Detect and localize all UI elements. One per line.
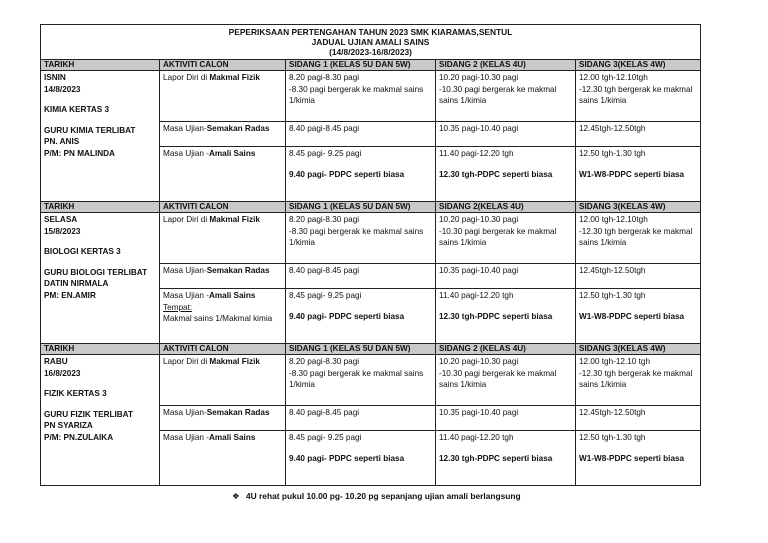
header-sidang-1: SIDANG 1 (KELAS 5U DAN 5W)	[286, 344, 436, 355]
spacer	[44, 116, 156, 125]
sidang-1-cell	[286, 289, 436, 344]
session-time: -10.30 pagi bergerak ke makmal sains 1/kimia	[439, 226, 557, 247]
session-time: 8.45 pagi- 9.25 pagi	[289, 433, 362, 442]
activity-prefix: Masa Ujian -	[163, 149, 209, 158]
spacer	[579, 160, 697, 169]
activity-prefix: Masa Ujian -	[163, 433, 209, 442]
session-time: 11.40 pagi-12.20 tgh	[439, 291, 514, 300]
sidang-2-cell	[436, 289, 576, 344]
spacer	[44, 400, 156, 409]
sidang-3-cell	[576, 122, 701, 147]
header-sidang-3: SIDANG 3(KELAS 4W)	[576, 344, 701, 355]
session-time: 10.35 pagi-10.40 pagi	[439, 266, 519, 275]
spacer	[44, 237, 156, 246]
activity-emphasis: Makmal Fizik	[209, 73, 260, 82]
sidang-1-cell	[286, 122, 436, 147]
sidang-3-cell	[576, 431, 701, 486]
sidang-2-cell	[436, 355, 576, 406]
activity-prefix: Lapor Diri di	[163, 215, 210, 224]
session-time: -10.30 pagi bergerak ke makmal sains 1/kimia	[439, 368, 557, 389]
activity-prefix: Masa Ujian-	[163, 266, 207, 275]
subject-paper: FIZIK KERTAS 3	[44, 389, 107, 398]
teacher-label: GURU FIZIK TERLIBAT	[44, 409, 133, 419]
session-time: 8.45 pagi- 9.25 pagi	[289, 149, 362, 158]
header-row	[41, 202, 701, 213]
session-time: -10.30 pagi bergerak ke makmal sains 1/kimia	[439, 84, 557, 105]
session-time: 10.20 pagi-10.30 pagi	[439, 357, 519, 366]
session-time: 10.20 pagi-10.30 pagi	[439, 215, 519, 224]
activity-prefix: Masa Ujian-	[163, 124, 207, 133]
header-sidang-1: SIDANG 1 (KELAS 5U DAN 5W)	[286, 202, 436, 213]
activity-emphasis: Amali Sains	[208, 291, 256, 300]
header-tarikh: TARIKH	[41, 344, 160, 355]
pm-name: P/M: PN MALINDA	[44, 148, 115, 158]
sidang-1-cell	[286, 71, 436, 122]
day-name: RABU	[44, 357, 68, 366]
sidang-1-cell	[286, 213, 436, 264]
schedule-table	[40, 24, 701, 486]
pm-name: PM: EN.AMIR	[44, 290, 96, 300]
sidang-2-cell	[436, 406, 576, 431]
activity-text	[163, 290, 282, 302]
date-cell	[41, 213, 160, 344]
session-time: -8.30 pagi bergerak ke makmal sains 1/kimia	[289, 368, 424, 389]
activity-cell	[160, 213, 286, 264]
header-tarikh: TARIKH	[41, 202, 160, 213]
table-row	[41, 355, 701, 406]
session-time: 12.45tgh-12.50tgh	[579, 124, 646, 133]
activity-cell	[160, 122, 286, 147]
sidang-2-cell	[436, 213, 576, 264]
teacher-name: DATIN NIRMALA	[44, 279, 109, 288]
sidang-1-cell	[286, 431, 436, 486]
session-time: 11.40 pagi-12.20 tgh	[439, 149, 514, 158]
session-time: 12.00 tgh-12.10 tgh	[579, 357, 651, 366]
place-value: Makmal sains 1/Makmal kimia	[163, 314, 273, 323]
session-time: 11.40 pagi-12.20 tgh	[439, 433, 514, 442]
sidang-1-cell	[286, 406, 436, 431]
sidang-1-cell	[286, 355, 436, 406]
activity-cell	[160, 71, 286, 122]
session-time: 12.45tgh-12.50tgh	[579, 408, 646, 417]
footnote	[232, 491, 521, 501]
diamond-bullet-icon: ❖	[232, 491, 240, 501]
activity-text	[163, 214, 282, 226]
teacher-label: GURU KIMIA TERLIBAT	[44, 125, 136, 135]
activity-text	[163, 432, 282, 444]
activity-emphasis: Amali Sains	[208, 433, 256, 442]
activity-cell	[160, 264, 286, 289]
session-time: -12.30 tgh bergerak ke makmal sains 1/kimia	[579, 368, 693, 389]
pdpc-note: 9.40 pagi- PDPC seperti biasa	[289, 453, 405, 463]
pdpc-note: 9.40 pagi- PDPC seperti biasa	[289, 169, 405, 179]
schedule-sheet	[40, 24, 700, 486]
title-line-3: (14/8/2023-16/8/2023)	[329, 47, 412, 57]
session-time: -8.30 pagi bergerak ke makmal sains 1/kimia	[289, 226, 424, 247]
activity-text	[163, 356, 282, 368]
session-time: 12.50 tgh-1.30 tgh	[579, 149, 646, 158]
header-aktiviti: AKTIVITI CALON	[160, 344, 286, 355]
pdpc-note: 12.30 tgh-PDPC seperti biasa	[439, 311, 553, 321]
header-sidang-2: SIDANG 2 (KELAS 4U)	[436, 60, 576, 71]
spacer	[44, 379, 156, 388]
table-row	[41, 71, 701, 122]
activity-prefix: Masa Ujian -	[163, 291, 209, 300]
pdpc-note: W1-W8-PDPC seperti biasa	[579, 311, 685, 321]
spacer	[579, 444, 697, 453]
sidang-2-cell	[436, 431, 576, 486]
spacer	[439, 444, 572, 453]
session-time: 12.00 tgh-12.10tgh	[579, 215, 648, 224]
header-row	[41, 344, 701, 355]
spacer	[289, 302, 432, 311]
activity-cell	[160, 406, 286, 431]
activity-prefix: Lapor Diri di	[163, 73, 210, 82]
activity-text	[163, 123, 282, 135]
activity-emphasis: Makmal Fizik	[209, 215, 260, 224]
spacer	[439, 302, 572, 311]
sidang-2-cell	[436, 264, 576, 289]
teacher-name: PN SYARIZA	[44, 421, 93, 430]
sidang-3-cell	[576, 355, 701, 406]
header-sidang-3: SIDANG 3(KELAS 4W)	[576, 60, 701, 71]
activity-emphasis: Semakan Radas	[206, 408, 270, 417]
session-time: 12.50 tgh-1.30 tgh	[579, 433, 646, 442]
activity-text	[163, 265, 282, 277]
session-time: -12.30 tgh bergerak ke makmal sains 1/kimia	[579, 226, 693, 247]
spacer	[44, 95, 156, 104]
teacher-label: GURU BIOLOGI TERLIBAT	[44, 267, 148, 277]
day-date: 14/8/2023	[44, 84, 81, 94]
session-time: 8.40 pagi-8.45 pagi	[289, 124, 360, 133]
subject-paper: BIOLOGI KERTAS 3	[44, 247, 121, 256]
spacer	[289, 444, 432, 453]
date-cell	[41, 355, 160, 486]
teacher-name: PN. ANIS	[44, 137, 80, 146]
session-time: 8.20 pagi-8.30 pagi	[289, 215, 360, 224]
session-time: 12.45tgh-12.50tgh	[579, 266, 646, 275]
sidang-3-cell	[576, 147, 701, 202]
pm-name: P/M: PN.ZULAIKA	[44, 432, 114, 442]
activity-text	[163, 407, 282, 419]
sidang-3-cell	[576, 406, 701, 431]
sidang-3-cell	[576, 264, 701, 289]
activity-prefix: Lapor Diri di	[163, 357, 210, 366]
pdpc-note: 12.30 tgh-PDPC seperti biasa	[439, 453, 553, 463]
date-cell	[41, 71, 160, 202]
activity-emphasis: Amali Sains	[208, 149, 256, 158]
pdpc-note: W1-W8-PDPC seperti biasa	[579, 169, 685, 179]
sidang-1-cell	[286, 264, 436, 289]
spacer	[439, 160, 572, 169]
activity-text	[163, 148, 282, 160]
pdpc-note: 12.30 tgh-PDPC seperti biasa	[439, 169, 553, 179]
session-time: 8.20 pagi-8.30 pagi	[289, 73, 360, 82]
session-time: 8.40 pagi-8.45 pagi	[289, 266, 360, 275]
session-time: 12.50 tgh-1.30 tgh	[579, 291, 646, 300]
title-line-2: JADUAL UJIAN AMALI SAINS	[311, 37, 430, 47]
activity-cell	[160, 289, 286, 344]
day-date: 16/8/2023	[44, 368, 81, 378]
activity-emphasis: Makmal Fizik	[209, 357, 260, 366]
activity-cell	[160, 355, 286, 406]
pdpc-note: 9.40 pagi- PDPC seperti biasa	[289, 311, 405, 321]
session-time: 10.35 pagi-10.40 pagi	[439, 124, 519, 133]
header-tarikh: TARIKH	[41, 60, 160, 71]
pdpc-note: W1-W8-PDPC seperti biasa	[579, 453, 685, 463]
sidang-3-cell	[576, 289, 701, 344]
activity-cell	[160, 431, 286, 486]
activity-text	[163, 72, 282, 84]
sidang-3-cell	[576, 71, 701, 122]
header-row	[41, 60, 701, 71]
spacer	[289, 160, 432, 169]
spacer	[579, 302, 697, 311]
session-time: 10.35 pagi-10.40 pagi	[439, 408, 519, 417]
activity-emphasis: Semakan Radas	[206, 266, 270, 275]
activity-prefix: Masa Ujian-	[163, 408, 207, 417]
footnote-text: 4U rehat pukul 10.00 pg- 10.20 pg sepanjang ujian amali berlangsung	[246, 491, 521, 501]
header-aktiviti: AKTIVITI CALON	[160, 60, 286, 71]
session-time: 8.40 pagi-8.45 pagi	[289, 408, 360, 417]
spacer	[44, 258, 156, 267]
header-sidang-1: SIDANG 1 (KELAS 5U DAN 5W)	[286, 60, 436, 71]
session-time: 8.20 pagi-8.30 pagi	[289, 357, 360, 366]
header-sidang-3: SIDANG 3(KELAS 4W)	[576, 202, 701, 213]
session-time: -12.30 tgh bergerak ke makmal sains 1/kimia	[579, 84, 693, 105]
subject-paper: KIMIA KERTAS 3	[44, 105, 110, 114]
header-aktiviti: AKTIVITI CALON	[160, 202, 286, 213]
header-sidang-2: SIDANG 2 (KELAS 4U)	[436, 344, 576, 355]
session-time: 10.20 pagi-10.30 pagi	[439, 73, 519, 82]
sidang-1-cell	[286, 147, 436, 202]
day-name: ISNIN	[44, 73, 66, 82]
session-time: 12.00 tgh-12.10tgh	[579, 73, 648, 82]
sidang-2-cell	[436, 71, 576, 122]
table-row	[41, 213, 701, 264]
sidang-2-cell	[436, 122, 576, 147]
session-time: -8.30 pagi bergerak ke makmal sains 1/kimia	[289, 84, 424, 105]
day-name: SELASA	[44, 215, 78, 224]
activity-emphasis: Semakan Radas	[206, 124, 270, 133]
table-title	[41, 25, 701, 60]
place-label: Tempat:	[163, 302, 193, 312]
sidang-3-cell	[576, 213, 701, 264]
header-sidang-2: SIDANG 2(KELAS 4U)	[436, 202, 576, 213]
day-date: 15/8/2023	[44, 226, 81, 236]
sidang-2-cell	[436, 147, 576, 202]
activity-cell	[160, 147, 286, 202]
session-time: 8.45 pagi- 9.25 pagi	[289, 291, 362, 300]
title-line-1: PEPERIKSAAN PERTENGAHAN TAHUN 2023 SMK KIARAMAS,SENTUL	[228, 27, 513, 37]
